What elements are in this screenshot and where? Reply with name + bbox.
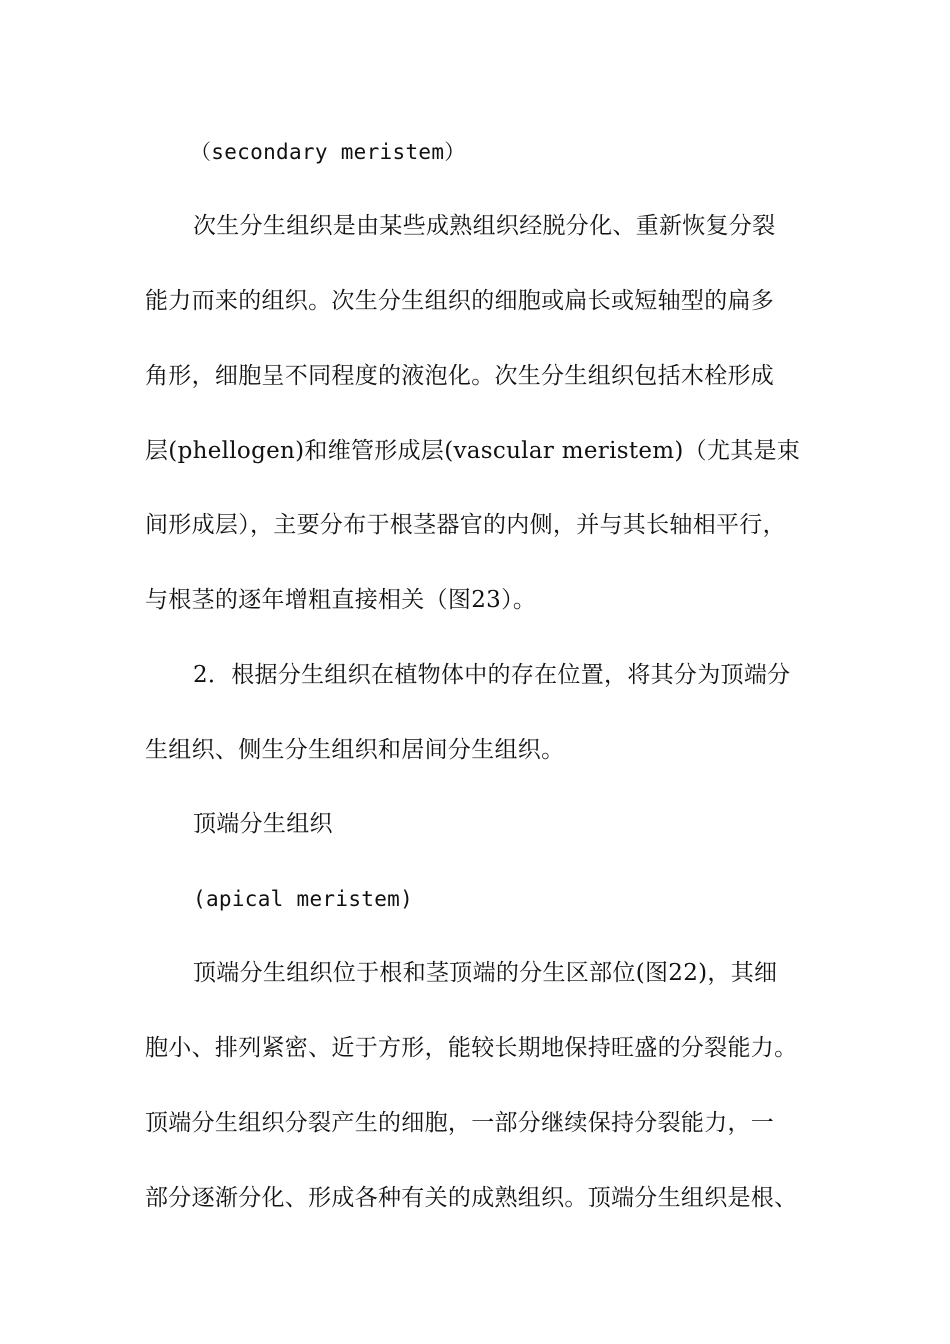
text-line: 间形成层），主要分布于根茎器官的内侧，并与其长轴相平行， <box>145 512 786 538</box>
text-line: 顶端分生组织 <box>193 811 333 837</box>
text-line: 角形，细胞呈不同程度的液泡化。次生分生组织包括木栓形成 <box>145 363 775 389</box>
text-line: 2．根据分生组织在植物体中的存在位置，将其分为顶端分 <box>193 662 791 688</box>
text-line: 能力而来的组织。次生分生组织的细胞或扁长或短轴型的扁多 <box>145 288 775 314</box>
text-line: 与根茎的逐年增粗直接相关（图23）。 <box>145 587 537 613</box>
text-line: 胞小、排列紧密、近于方形，能较长期地保持旺盛的分裂能力。 <box>145 1035 798 1061</box>
text-line: （secondary meristem） <box>190 140 466 164</box>
text-line: 层(phellogen)和维管形成层(vascular meristem)（尤其是束 <box>145 438 801 464</box>
text-line: 顶端分生组织分裂产生的细胞，一部分继续保持分裂能力，一 <box>145 1110 775 1136</box>
text-line: 次生分生组织是由某些成熟组织经脱分化、重新恢复分裂 <box>193 213 776 239</box>
text-line: (apical meristem) <box>193 887 414 911</box>
text-line: 顶端分生组织位于根和茎顶端的分生区部位(图22)，其细 <box>193 960 778 986</box>
text-line: 部分逐渐分化、形成各种有关的成熟组织。顶端分生组织是根、 <box>145 1185 798 1211</box>
text-line: 生组织、侧生分生组织和居间分生组织。 <box>145 737 565 763</box>
